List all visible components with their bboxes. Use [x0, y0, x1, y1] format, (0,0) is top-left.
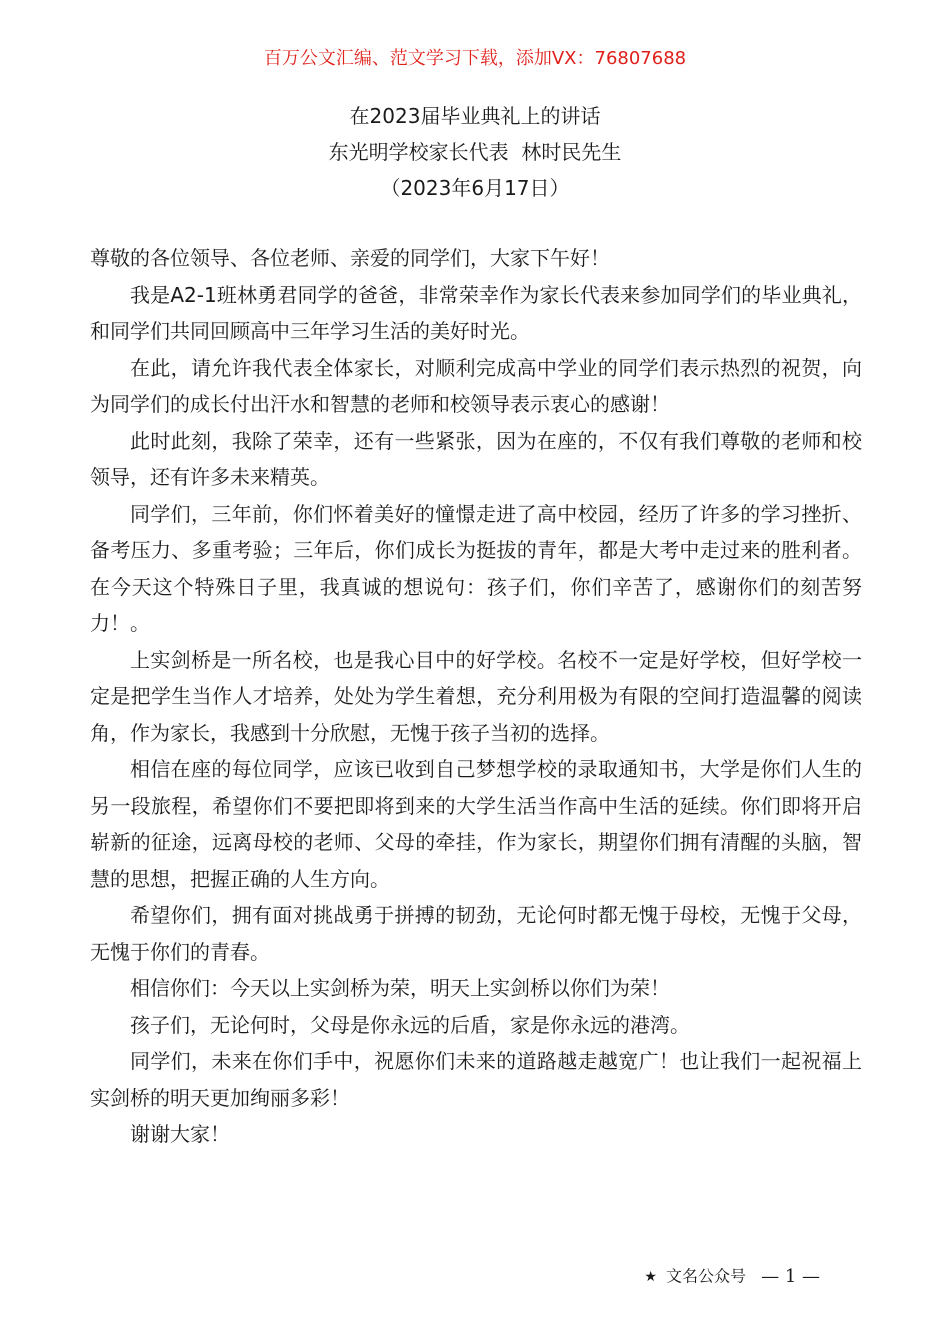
- paragraph: 同学们，三年前，你们怀着美好的憧憬走进了高中校园，经历了许多的学习挫折、备考压力、多重考验；三年后，你们成长为挺拔的青年，都是大考中走过来的胜利者。在今天这个特殊日子里，我真诚的想说句：孩子们，你们辛苦了，感谢你们的刻苦努力！。: [90, 501, 862, 635]
- paragraph: 同学们，未来在你们手中，祝愿你们未来的道路越走越宽广！也让我们一起祝福上实剑桥的明天更加绚丽多彩！: [90, 1049, 862, 1110]
- speech-title-block: [0, 98, 950, 206]
- paragraph: 我是A2-1班林勇君同学的爸爸，非常荣幸作为家长代表来参加同学们的毕业典礼，和同学们共同回顾高中三年学习生活的美好时光。: [90, 282, 862, 343]
- paragraph: 上实剑桥是一所名校，也是我心目中的好学校。名校不一定是好学校，但好学校一定是把学生当作人才培养，处处为学生着想，充分利用极为有限的空间打造温馨的阅读角，作为家长，我感到十分欣慰，无愧于孩子当初的选择。: [90, 647, 862, 745]
- speech-title: 在2023届毕业典礼上的讲话: [349, 104, 601, 128]
- footer-source: 文名公众号: [665, 1266, 746, 1286]
- paragraph: 在此，请允许我代表全体家长，对顺利完成高中学业的同学们表示热烈的祝贺，向为同学们的成长付出汗水和智慧的老师和校领导表示衷心的感谢！: [90, 355, 862, 416]
- speech-body: [90, 240, 862, 1153]
- closing-paragraph: 谢谢大家！: [130, 1122, 230, 1146]
- paragraph: 相信在座的每位同学，应该已收到自己梦想学校的录取通知书，大学是你们人生的另一段旅程，希望你们不要把即将到来的大学生活当作高中生活的延续。你们即将开启崭新的征途，远离母校的老师、父母的牵挂，作为家长，期望你们拥有清醒的头脑，智慧的思想，把握正确的人生方向。: [90, 757, 862, 891]
- speech-date: （2023年6月17日）: [380, 176, 570, 200]
- paragraph: 希望你们，拥有面对挑战勇于拼搏的韧劲，无论何时都无愧于母校，无愧于父母，无愧于你们的青春。: [90, 903, 862, 964]
- greeting-paragraph: 尊敬的各位领导、各位老师、亲爱的同学们，大家下午好！: [90, 246, 610, 270]
- paragraph: 相信你们：今天以上实剑桥为荣，明天上实剑桥以你们为荣！: [130, 976, 670, 1000]
- speaker-line: 东光明学校家长代表 林时民先生: [328, 140, 622, 164]
- star-icon: ★: [644, 1268, 657, 1285]
- page-number: — 1 —: [761, 1265, 820, 1287]
- download-banner: 百万公文汇编、范文学习下载，添加VX：76807688: [263, 48, 687, 69]
- paragraph: 孩子们，无论何时，父母是你永远的后盾，家是你永远的港湾。: [130, 1012, 690, 1037]
- paragraph: 此时此刻，我除了荣幸，还有一些紧张，因为在座的，不仅有我们尊敬的老师和校领导，还有许多未来精英。: [90, 428, 862, 489]
